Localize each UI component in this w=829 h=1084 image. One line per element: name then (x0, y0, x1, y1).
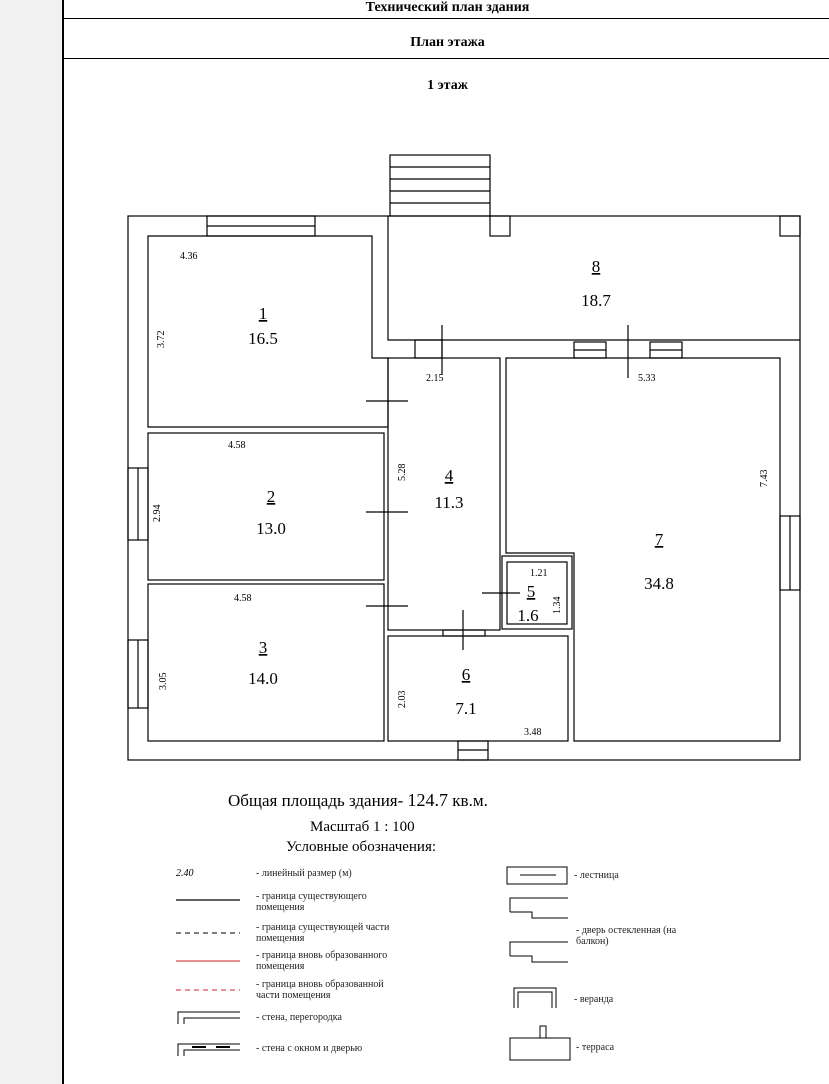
room-1-number: 1 (258, 304, 268, 323)
room-7-area: 34.8 (644, 574, 674, 593)
room-3-area: 14.0 (248, 669, 278, 688)
total-area-label: Общая площадь здания- (228, 791, 404, 810)
legend-boundary-new: - граница вновь образованного помещения (256, 950, 388, 972)
legend-boundary-existing: - граница существующего помещения (256, 891, 367, 913)
legend-title: Условные обозначения: (286, 839, 437, 855)
room-8-number: 8 (591, 257, 601, 276)
room-6-number: 6 (461, 665, 471, 684)
dim-room2-height: 2.94 (152, 504, 163, 522)
room-4-number: 4 (444, 466, 454, 485)
dim-room3-height: 3.05 (158, 672, 169, 690)
legend-terrace-symbol (510, 1038, 570, 1060)
room-2-number: 2 (266, 487, 276, 506)
legend-wall-window-symbol (178, 1044, 240, 1056)
dim-room5-width: 1.21 (530, 568, 548, 579)
room-2-area: 13.0 (256, 519, 286, 538)
scale-label: Масштаб 1 : 100 (310, 819, 415, 835)
dim-room4-height: 5.28 (397, 463, 408, 481)
document-title: Технический план здания (64, 0, 829, 19)
dim-room1-width: 4.36 (180, 251, 198, 262)
legend-glass-door-text: - дверь остекленная (на балкон) (576, 925, 677, 947)
room-5-area: 1.6 (517, 606, 539, 625)
room-6-area: 7.1 (455, 699, 477, 718)
total-area-unit: кв.м. (452, 791, 488, 810)
dim-room7-height: 7.43 (759, 469, 770, 487)
legend-terrace-text: - терраса (576, 1042, 615, 1053)
legend-stairs-text: - лестница (574, 870, 619, 881)
section-title: План этажа (64, 18, 829, 59)
room-3-number: 3 (258, 638, 268, 657)
dim-room3-width: 4.58 (234, 593, 252, 604)
legend-wall-text: - стена, перегородка (256, 1012, 342, 1023)
room-5-number: 5 (526, 582, 536, 601)
dim-room1-height: 3.72 (156, 330, 167, 348)
dim-room2-width: 4.58 (228, 440, 246, 451)
legend-boundary-new-part: - граница вновь образованной части помещения (256, 979, 384, 1001)
room-8-area: 18.7 (581, 291, 611, 310)
legend-veranda-text: - веранда (574, 994, 614, 1005)
legend-boundary-part: - граница существующей части помещения (256, 922, 390, 944)
room-7-number: 7 (654, 530, 664, 549)
legend-door-symbol (510, 898, 568, 918)
legend-dimension-sample: 2.40 (176, 868, 194, 879)
legend-wall-window-text: - стена с окном и дверью (256, 1043, 363, 1054)
total-area-value: 124.7 (407, 790, 449, 810)
room-4-area: 11.3 (434, 493, 464, 512)
legend-glass-door-symbol (510, 942, 568, 962)
dim-room7-width: 5.33 (638, 373, 656, 384)
dim-room6-width: 3.48 (524, 727, 542, 738)
dim-room4-width: 2.15 (426, 373, 444, 384)
legend-wall-symbol (178, 1012, 240, 1024)
legend-veranda-symbol (514, 988, 556, 1008)
dim-room5-height: 1.34 (552, 596, 563, 614)
dim-room6-height: 2.03 (397, 690, 408, 708)
legend-dimension-text: - линейный размер (м) (256, 868, 352, 879)
floor-title: 1 этаж (427, 78, 468, 93)
room-1-area: 16.5 (248, 329, 278, 348)
